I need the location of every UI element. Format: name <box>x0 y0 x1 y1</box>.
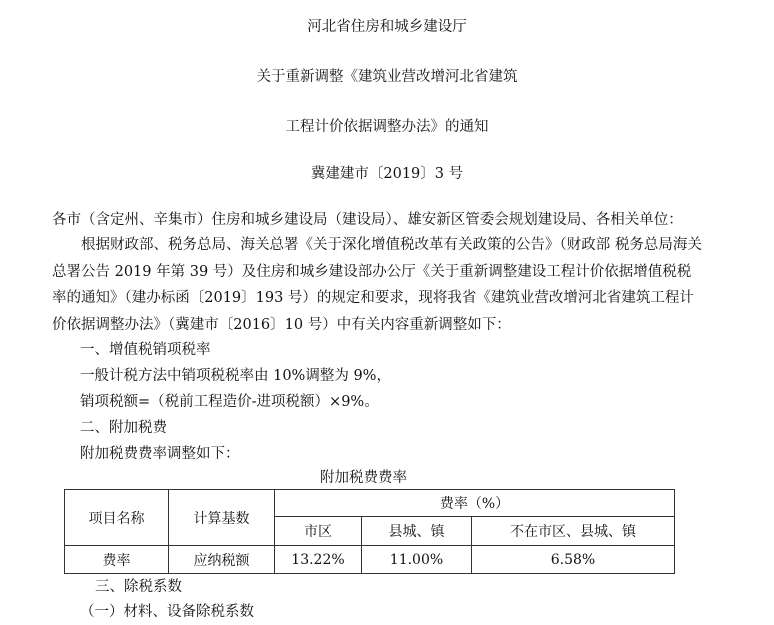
subheader-city: 市区 <box>275 517 362 546</box>
cell-county: 11.00% <box>362 546 472 574</box>
department-title: 河北省住房和城乡建设厅 <box>307 19 467 35</box>
section2-line1: 附加税费费率调整如下： <box>80 446 240 462</box>
section1-line1: 一般计税方法中销项税税率由 10%调整为 9%， <box>80 368 391 384</box>
cell-other: 6.58% <box>472 546 675 574</box>
table-header-row <box>65 490 675 517</box>
table-row <box>65 546 675 574</box>
cell-item: 费率 <box>65 546 169 574</box>
intro-paragraph <box>52 232 702 338</box>
section3-sub1: （一）材料、设备除税系数 <box>80 604 254 620</box>
notice-title-line2: 工程计价依据调整办法》的通知 <box>285 119 489 135</box>
document-number: 冀建建市〔2019〕3 号 <box>310 166 464 182</box>
addressee: 各市（含定州、辛集市）住房和城乡建设局（建设局）、雄安新区管委会规划建设局、各相关单位： <box>52 212 683 228</box>
notice-title-line1: 关于重新调整《建筑业营改增河北省建筑 <box>256 69 518 85</box>
section3-title: 三、除税系数 <box>95 579 182 595</box>
section2-title: 二、附加税费 <box>80 420 167 436</box>
cell-city: 13.22% <box>275 546 362 574</box>
cell-base: 应纳税额 <box>169 546 275 574</box>
header-rate: 费率（%） <box>275 490 675 517</box>
subheader-other: 不在市区、县城、镇 <box>472 517 675 546</box>
header-calc-base: 计算基数 <box>169 490 275 546</box>
subheader-county: 县城、镇 <box>362 517 472 546</box>
table-caption: 附加税费费率 <box>320 470 407 486</box>
header-item-name: 项目名称 <box>65 490 169 546</box>
fee-rate-table <box>64 489 675 574</box>
intro-text: 根据财政部、税务总局、海关总署《关于深化增值税改革有关政策的公告》（财政部 税务总局海关总署公告 2019 年第 39 号）及住房和城乡建设部办公厅《关于重新调整建设工程计价依据增值税税率的通知》（建办标函〔2019〕193 号）的规定和要求，现将我省《建筑业营改增河北省建筑工程计价依据调整办法》（冀建市〔2016〕10 号）中有关内容重新调整如下： <box>52 237 702 333</box>
section1-line2: 销项税额=（税前工程造价-进项税额）×9%。 <box>80 394 379 410</box>
section1-title: 一、增值税销项税率 <box>80 342 211 358</box>
